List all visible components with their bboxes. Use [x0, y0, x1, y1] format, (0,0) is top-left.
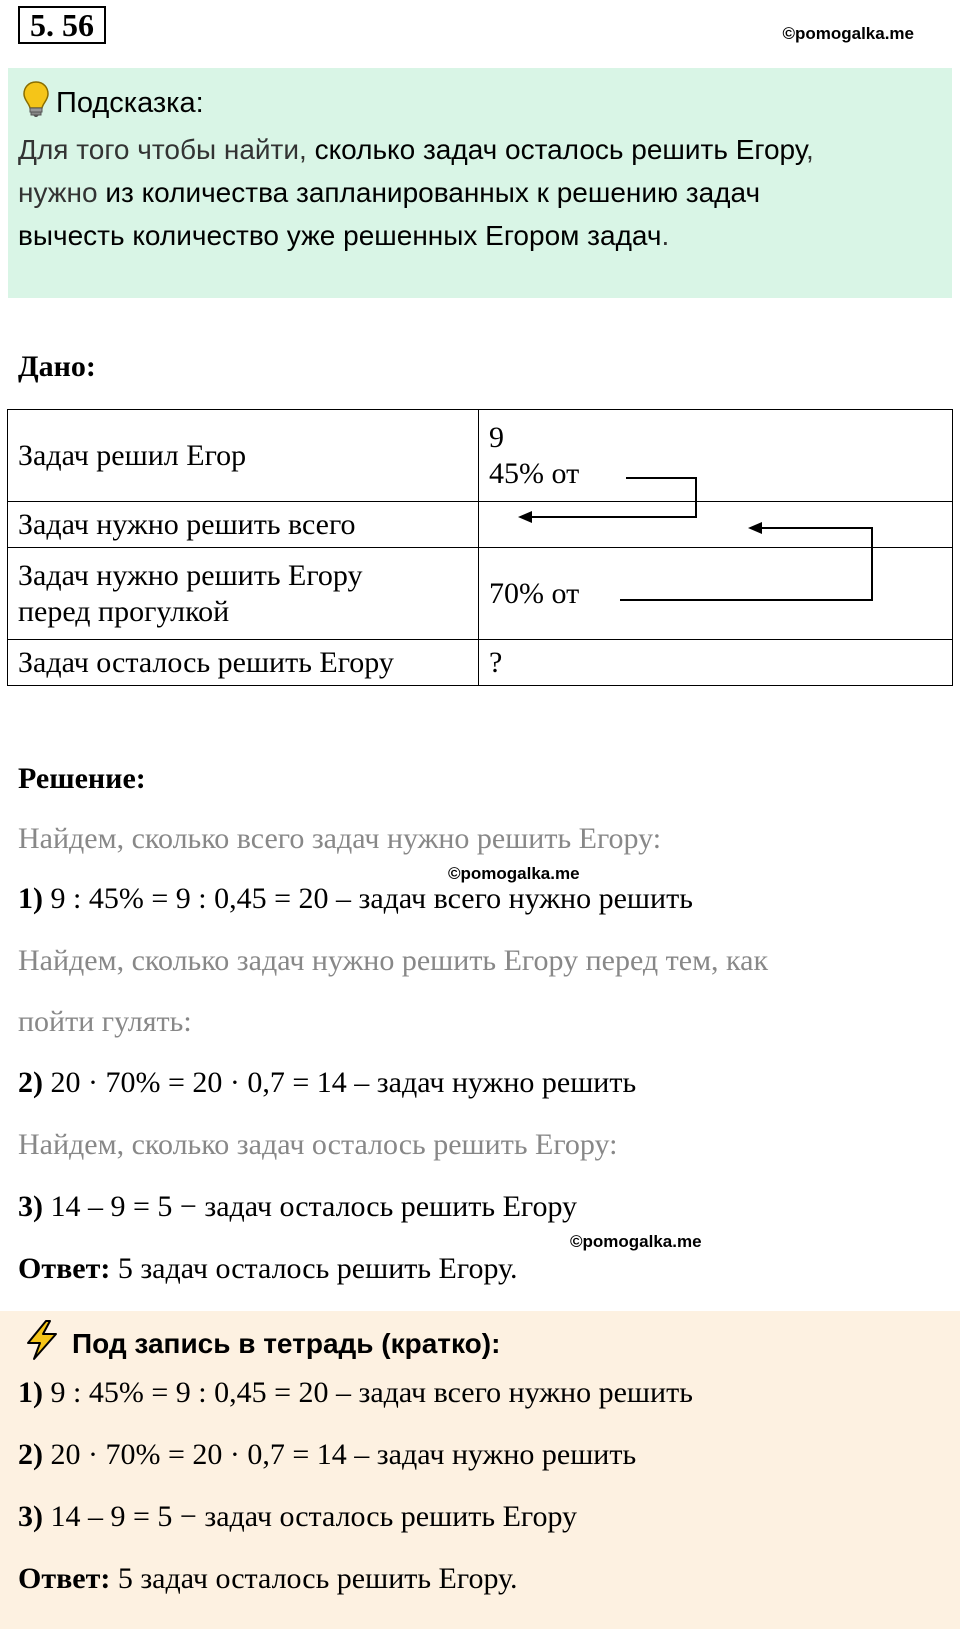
hint-title-text: Подсказка: — [56, 86, 204, 119]
hint-text-emphasis: сколько задач осталось решить Егору — [314, 134, 807, 165]
solution-step — [18, 882, 693, 916]
step-text: 9 : 45% = 9 : 0,45 = 20 – задач всего нужно решить — [43, 882, 693, 915]
given-value-line: 9 — [489, 420, 504, 454]
notes-step — [18, 1500, 577, 1534]
answer-text: 5 задач осталось решить Егору. — [110, 1562, 518, 1595]
watermark: ©pomogalka.me — [448, 864, 580, 883]
step-text: 9 : 45% = 9 : 0,45 = 20 – задач всего нужно решить — [43, 1376, 693, 1409]
solution-step — [18, 1190, 577, 1224]
given-label: Задач осталось решить Егору — [8, 640, 479, 686]
watermark: ©pomogalka.me — [570, 1232, 702, 1251]
arrow-70-percent — [620, 528, 872, 600]
given-label: Задач решил Егор — [8, 410, 479, 502]
notes-title-text: Под запись в тетрадь (кратко): — [72, 1327, 501, 1359]
hint-text-emphasis: вычесть количество уже решенных Егором задач — [18, 220, 662, 251]
answer-label: Ответ: — [18, 1252, 111, 1285]
hint-text-emphasis: из количества запланированных к решению задач — [105, 177, 761, 208]
arrow-head-icon — [518, 511, 532, 523]
arrow-head-icon — [748, 522, 762, 534]
answer-label: Ответ: — [18, 1562, 111, 1595]
step-number: 3) — [18, 1500, 43, 1533]
notes-title — [22, 1319, 500, 1368]
step-text: 20 · 70% = 20 · 0,7 = 14 – задач нужно решить — [43, 1066, 637, 1099]
answer-text: 5 задач осталось решить Егору. — [110, 1252, 518, 1285]
solution-intro: пойти гулять: — [18, 1005, 192, 1038]
solution-step — [18, 1066, 636, 1100]
given-value: ? — [479, 640, 953, 686]
step-number: 1) — [18, 1376, 43, 1409]
notes-answer — [18, 1562, 518, 1596]
arrow-45-percent — [528, 478, 696, 517]
solution-intro: Найдем, сколько задач осталось решить Егору: — [18, 1128, 618, 1161]
hint-text-part: нужно — [18, 177, 106, 208]
lightning-icon — [22, 1319, 62, 1368]
solution-intro: Найдем, сколько всего задач нужно решить Егору: — [18, 822, 662, 855]
given-label-line: перед прогулкой — [18, 594, 230, 628]
given-label: Задач нужно решить всего — [8, 502, 479, 548]
given-value: 70% от — [479, 548, 953, 640]
step-text: 14 – 9 = 5 − задач осталось решить Егору — [43, 1500, 578, 1533]
step-number: 1) — [18, 882, 43, 915]
watermark: ©pomogalka.me — [782, 24, 914, 43]
step-number: 3) — [18, 1190, 43, 1223]
relation-arrows — [0, 0, 960, 700]
step-number: 2) — [18, 1066, 43, 1099]
step-number: 2) — [18, 1438, 43, 1471]
solution-title: Решение: — [18, 762, 146, 795]
hint-text-part: , — [806, 134, 814, 165]
step-text: 20 · 70% = 20 · 0,7 = 14 – задач нужно решить — [43, 1438, 637, 1471]
solution-intro: Найдем, сколько задач нужно решить Егору перед тем, как — [18, 944, 769, 977]
solution-answer — [18, 1252, 518, 1286]
hint-text-part: Для того чтобы найти, — [18, 134, 315, 165]
given-title: Дано: — [18, 350, 96, 383]
problem-number: 5. 56 — [18, 6, 106, 44]
given-label-line: Задач нужно решить Егору — [18, 558, 363, 592]
hint-text-part: . — [661, 220, 670, 251]
notes-step — [18, 1438, 636, 1472]
notes-step — [18, 1376, 693, 1410]
given-value-line: 45% от — [489, 456, 580, 490]
step-text: 14 – 9 = 5 − задач осталось решить Егору — [43, 1190, 578, 1223]
